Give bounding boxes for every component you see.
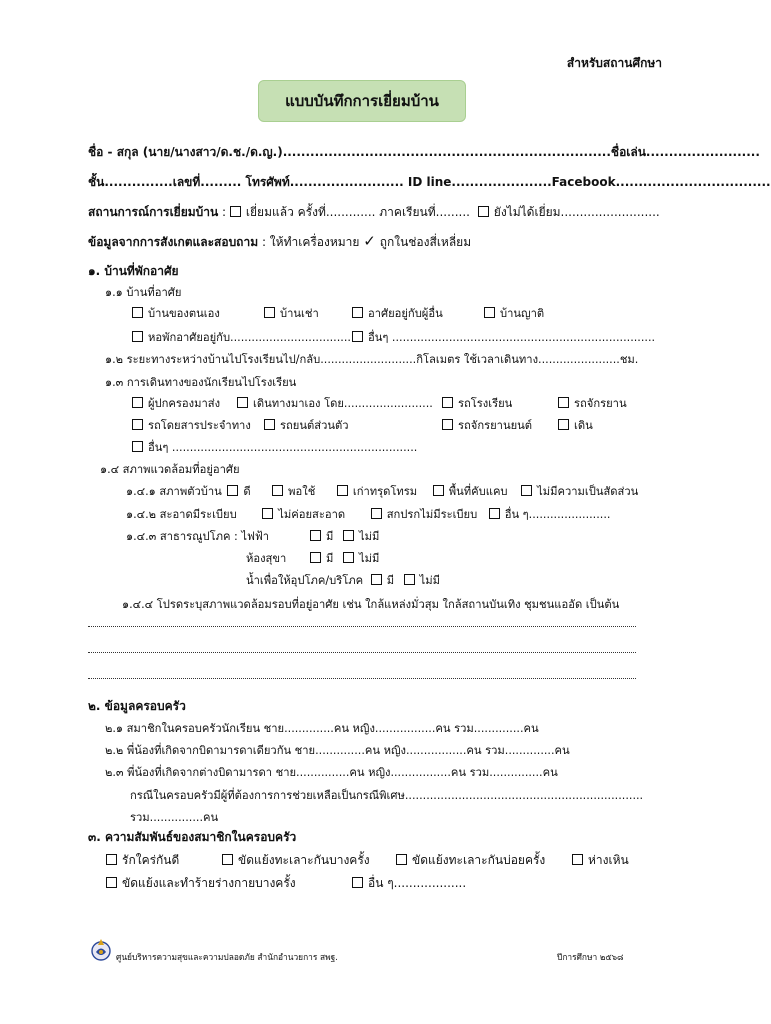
family-members-line[interactable]: ๒.๑ สมาชิกในครอบครัวนักเรียน ชาย..............คน หญิง.................คน รวม..............คน [105, 722, 539, 735]
answer-line[interactable] [88, 626, 636, 627]
checkbox[interactable] [371, 508, 382, 519]
residence-option[interactable] [484, 304, 544, 322]
residence-option[interactable] [264, 304, 319, 322]
checkbox[interactable] [352, 331, 363, 342]
option-label: อื่น ๆ................... [368, 876, 467, 890]
option-label: รถจักรยาน [574, 397, 627, 410]
section2-title: ๒. ข้อมูลครอบครัว [88, 699, 186, 713]
option-label: เดิน [574, 419, 593, 432]
section1-3-title: ๑.๓ การเดินทางของนักเรียนไปโรงเรียน [105, 376, 297, 389]
not-visited-checkbox[interactable] [478, 206, 489, 217]
option-label: ห่างเหิน [588, 853, 629, 867]
checkbox[interactable] [442, 397, 453, 408]
travel-option-other[interactable] [132, 438, 417, 456]
travel-option[interactable] [237, 394, 433, 412]
for-school-label: สำหรับสถานศึกษา [566, 56, 662, 70]
relationship-option[interactable] [396, 851, 545, 870]
checkbox[interactable] [484, 307, 495, 318]
option-label: รถจักรยานยนต์ [458, 419, 533, 432]
residence-option-dorm[interactable] [132, 328, 351, 346]
option-label: พอใช้ [288, 485, 316, 498]
visit-status-label: สถานการณ์การเยี่ยมบ้าน [88, 205, 219, 219]
option-label: สกปรกไม่มีระเบียบ [386, 508, 478, 521]
option-label: พื้นที่คับแคบ [448, 485, 508, 498]
relationship-option[interactable] [572, 851, 629, 870]
option-label: หอพักอาศัยอยู่กับ.................................. [148, 331, 351, 344]
option-label: ขัดแย้งทะเลาะกันบ่อยครั้ง [412, 853, 546, 867]
option-label: รถยนต์ส่วนตัว [280, 419, 349, 432]
not-visited-text: ยังไม่ได้เยี่ยม.......................... [493, 205, 660, 219]
checkbox[interactable] [343, 552, 354, 563]
siblings-same-parents-line[interactable]: ๒.๒ พี่น้องที่เกิดจากบิดามารดาเดียวกัน ชาย..............คน หญิง.................คน รวม..............คน [105, 744, 570, 757]
visit-status-colon: : [222, 205, 227, 219]
relationship-option[interactable] [222, 851, 370, 870]
section1-1-title: ๑.๑ บ้านที่อาศัย [105, 286, 182, 299]
nickname-field-text: ชื่อเล่น......................... [610, 145, 760, 159]
option-label: บ้านญาติ [500, 307, 545, 320]
siblings-different-parents-line[interactable]: ๒.๓ พี่น้องที่เกิดจากต่างบิดามารดา ชาย...............คน หญิง.................คน รวม...............คน [105, 766, 558, 779]
checkbox[interactable] [572, 854, 583, 865]
relationship-option[interactable] [106, 874, 296, 893]
special-needs-line[interactable]: กรณีในครอบครัวมีผู้ที่ต้องการการช่วยเหลือเป็นกรณีพิเศษ................................................................... [130, 789, 644, 802]
checkbox[interactable] [132, 331, 143, 342]
checkbox[interactable] [310, 552, 321, 563]
relationship-option-other[interactable] [352, 874, 466, 893]
house-condition-label: ๑.๔.๑ สภาพตัวบ้าน [126, 485, 222, 498]
travel-option[interactable] [264, 416, 349, 434]
checkbox[interactable] [352, 307, 363, 318]
answer-line[interactable] [88, 652, 636, 653]
contact-field-line[interactable]: ชั้น...............เลขที่......... โทรศัพท์......................... ID line......................Facebook.................................. [88, 175, 771, 189]
no-label: ไม่มี [358, 530, 380, 543]
travel-option[interactable] [132, 416, 251, 434]
checkbox[interactable] [264, 419, 275, 430]
checkbox[interactable] [132, 419, 143, 430]
distance-line[interactable]: ๑.๒ ระยะทางระหว่างบ้านไปโรงเรียนไป/กลับ...........................กิโลเมตร ใช้เวลาเดินทาง.......................ชม. [105, 353, 639, 366]
no-label: ไม่มี [358, 552, 380, 565]
checkmark-icon: ✓ [363, 232, 376, 250]
residence-option[interactable] [132, 304, 220, 322]
name-field-text: ชื่อ - สกุล (นาย/นางสาว/ด.ช./ด.ญ.)........................................................................ [88, 145, 611, 159]
cleanliness-label: ๑.๔.๒ สะอาดมีระเบียบ [126, 508, 237, 521]
observation-label: ข้อมูลจากการสังเกตและสอบถาม [88, 235, 259, 249]
option-label: ไม่ค่อยสะอาด [278, 508, 346, 521]
checkbox[interactable] [227, 485, 238, 496]
checkbox[interactable] [489, 508, 500, 519]
answer-line[interactable] [88, 678, 636, 679]
cleanliness-row [126, 505, 610, 523]
obec-logo-icon [90, 936, 112, 962]
footer-org: ศูนย์บริหารความสุขและความปลอดภัย สำนักอำนวยการ สพฐ. [116, 952, 338, 962]
yes-label: มี [386, 574, 395, 587]
checkbox[interactable] [237, 397, 248, 408]
special-needs-total-line[interactable]: รวม...............คน [130, 811, 219, 824]
yes-label: มี [326, 530, 334, 543]
house-condition-row [126, 482, 638, 500]
observation-line [88, 232, 471, 252]
checkbox[interactable] [396, 854, 407, 865]
residence-option[interactable] [352, 304, 443, 322]
travel-option[interactable] [442, 416, 532, 434]
visit-status-line [88, 203, 660, 222]
checkbox[interactable] [262, 508, 273, 519]
checkbox[interactable] [132, 397, 143, 408]
option-label: รถโดยสารประจำทาง [148, 419, 251, 432]
option-label: ขัดแย้งทะเลาะกันบางครั้ง [238, 853, 370, 867]
checkbox[interactable] [352, 877, 363, 888]
checkbox[interactable] [264, 307, 275, 318]
option-label: ไม่มีความเป็นสัดส่วน [537, 485, 639, 498]
option-label: อื่นๆ .......................................................................... [368, 331, 656, 344]
checkbox[interactable] [106, 877, 117, 888]
utility-water-label: น้ำเพื่อให้อุปโภค/บริโภค [246, 574, 364, 587]
travel-option[interactable] [558, 416, 593, 434]
option-label: อื่น ๆ....................... [504, 508, 611, 521]
option-label: ผู้ปกครองมาส่ง [148, 397, 221, 410]
option-label: เดินทางมาเอง โดย......................... [253, 397, 433, 410]
option-label: ขัดแย้งและทำร้ายร่างกายบางครั้ง [122, 876, 296, 890]
option-label: รถโรงเรียน [458, 397, 513, 410]
checkbox[interactable] [558, 397, 569, 408]
checkbox[interactable] [132, 441, 143, 452]
checkbox[interactable] [558, 419, 569, 430]
checkbox[interactable] [106, 854, 117, 865]
yes-label: มี [326, 552, 334, 565]
section3-title: ๓. ความสัมพันธ์ของสมาชิกในครอบครัว [88, 830, 297, 844]
residence-option-other[interactable] [352, 328, 655, 346]
option-label: รักใคร่กันดี [122, 853, 180, 867]
option-label: เก่าทรุดโทรม [352, 485, 418, 498]
checkbox[interactable] [132, 307, 143, 318]
checkbox[interactable] [222, 854, 233, 865]
checkbox[interactable] [433, 485, 444, 496]
utility-toilet-label: ห้องสุขา [246, 552, 287, 565]
checkbox[interactable] [343, 530, 354, 541]
checkbox[interactable] [404, 574, 415, 585]
no-label: ไม่มี [419, 574, 441, 587]
section1-title: ๑. บ้านที่พักอาศัย [88, 264, 179, 278]
section1-4-title: ๑.๔ สภาพแวดล้อมที่อยู่อาศัย [100, 463, 240, 476]
option-label: อื่นๆ ..................................................................... [148, 441, 418, 454]
travel-option[interactable] [442, 394, 512, 412]
footer-year: ปีการศึกษา ๒๕๖๘ [557, 952, 624, 962]
checkbox[interactable] [272, 485, 283, 496]
option-label: บ้านของตนเอง [148, 307, 220, 320]
observation-text: : ให้ทำเครื่องหมาย [261, 235, 360, 249]
observation-end: ถูกในช่องสี่เหลี่ยม [379, 235, 472, 249]
environment-note-label: ๑.๔.๔ โปรดระบุสภาพแวดล้อมรอบที่อยู่อาศัย เช่น ใกล้แหล่งมั่วสุม ใกล้สถานบันเทิง ชุมชนแออัด เป็นต้น [122, 598, 620, 611]
utility-electric-label: ๑.๔.๓ สาธารณูปโภค : ไฟฟ้า [126, 530, 270, 543]
utility-water-row [246, 571, 440, 589]
checkbox[interactable] [371, 574, 382, 585]
option-label: บ้านเช่า [280, 307, 319, 320]
visited-checkbox[interactable] [230, 206, 241, 217]
option-label: ดี [243, 485, 251, 498]
checkbox[interactable] [337, 485, 348, 496]
visited-text: เยี่ยมแล้ว ครั้งที่............. ภาคเรียนที่......... [245, 205, 470, 219]
relationship-option[interactable] [106, 851, 179, 870]
page-title: แบบบันทึกการเยี่ยมบ้าน [258, 80, 466, 122]
name-field-line[interactable] [88, 143, 760, 162]
option-label: อาศัยอยู่กับผู้อื่น [368, 307, 443, 320]
utility-toilet-options [310, 549, 379, 567]
checkbox[interactable] [310, 530, 321, 541]
utility-electric-options [310, 527, 379, 545]
travel-option[interactable] [558, 394, 627, 412]
checkbox[interactable] [442, 419, 453, 430]
checkbox[interactable] [521, 485, 532, 496]
travel-option[interactable] [132, 394, 220, 412]
